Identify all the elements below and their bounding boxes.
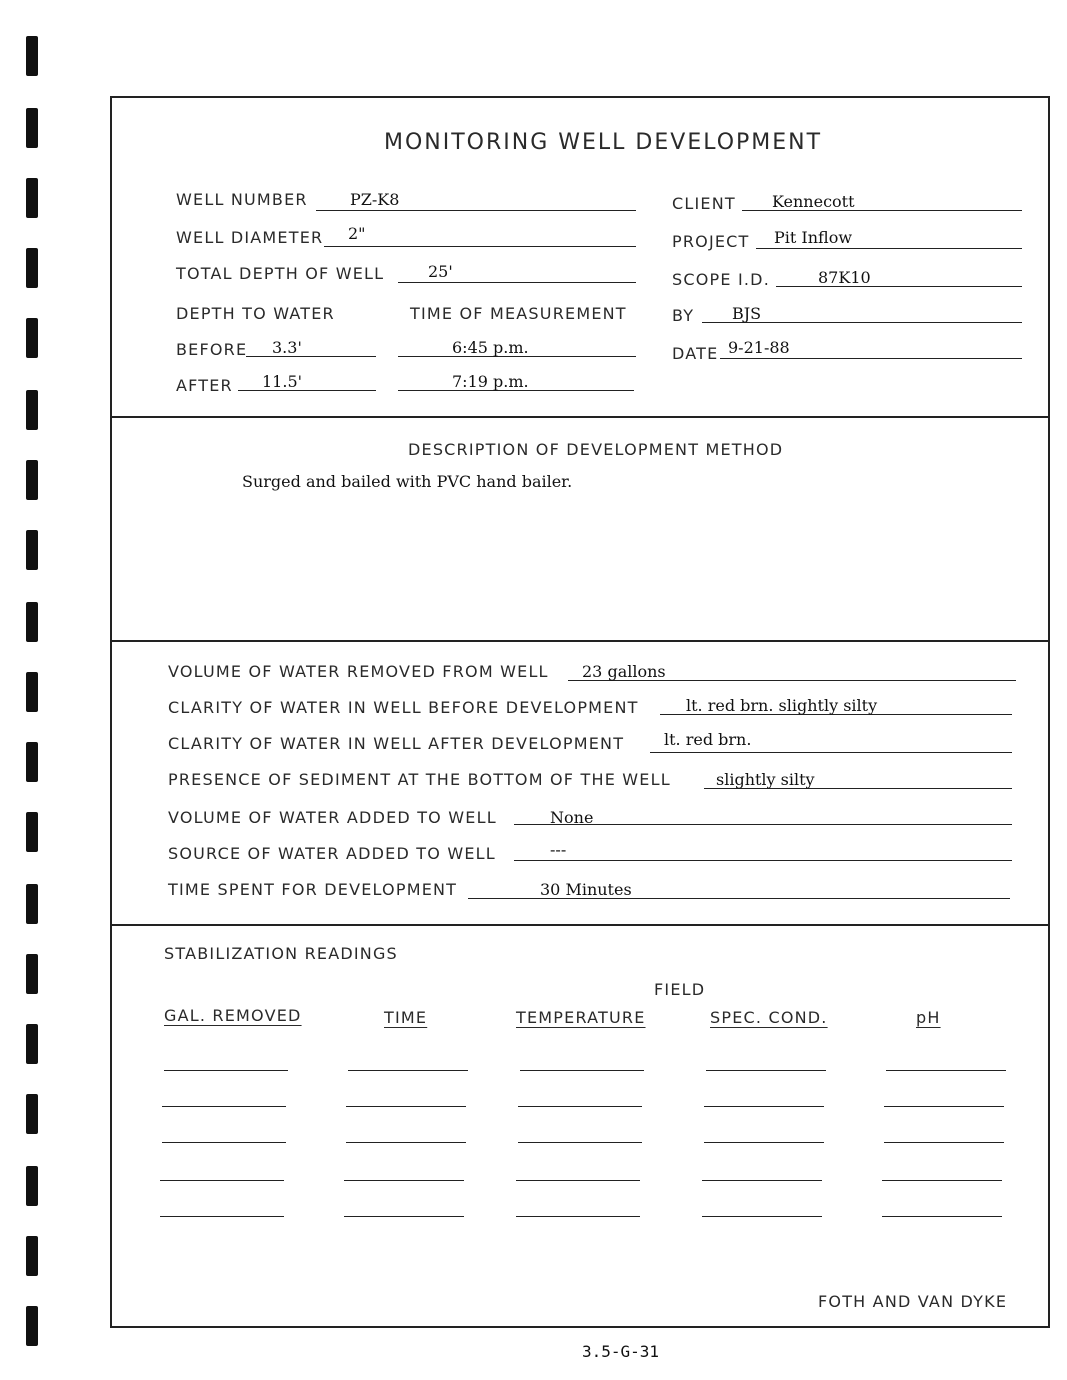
scope-id-label: SCOPE I.D. — [672, 270, 770, 289]
punch-hole — [26, 884, 38, 924]
reading-blank — [704, 1106, 824, 1107]
col-time: TIME — [384, 1008, 428, 1027]
time-spent-value: 30 Minutes — [540, 880, 632, 899]
reading-blank — [346, 1142, 466, 1143]
punch-hole — [26, 1236, 38, 1276]
reading-blank — [164, 1070, 288, 1071]
time-of-measurement-label: TIME OF MEASUREMENT — [410, 304, 627, 323]
after-label: AFTER — [176, 376, 233, 395]
section-divider — [112, 640, 1048, 642]
punch-hole — [26, 1306, 38, 1346]
punch-hole — [26, 672, 38, 712]
depth-to-water-label: DEPTH TO WATER — [176, 304, 335, 323]
reading-blank — [706, 1070, 826, 1071]
project-line — [756, 248, 1022, 249]
clarity-after-label: CLARITY OF WATER IN WELL AFTER DEVELOPMENT — [168, 734, 625, 753]
punch-hole — [26, 178, 38, 218]
reading-blank — [702, 1180, 822, 1181]
stabilization-heading: STABILIZATION READINGS — [164, 944, 398, 963]
well-number-label: WELL NUMBER — [176, 190, 308, 209]
reading-blank — [516, 1216, 640, 1217]
punch-hole — [26, 460, 38, 500]
reading-blank — [518, 1142, 642, 1143]
punch-hole — [26, 36, 38, 76]
col-temperature: TEMPERATURE — [516, 1008, 646, 1027]
section-divider — [112, 416, 1048, 418]
punch-hole — [26, 108, 38, 148]
total-depth-value: 25' — [428, 262, 453, 281]
reading-blank — [884, 1142, 1004, 1143]
punch-hole — [26, 248, 38, 288]
date-value: 9-21-88 — [728, 338, 790, 357]
field-label: FIELD — [654, 980, 706, 999]
time-spent-label: TIME SPENT FOR DEVELOPMENT — [168, 880, 458, 899]
well-diameter-value: 2" — [348, 224, 366, 243]
form-frame — [110, 96, 1050, 1328]
sediment-value: slightly silty — [716, 770, 815, 789]
before-depth-value: 3.3' — [272, 338, 302, 357]
source-added-label: SOURCE OF WATER ADDED TO WELL — [168, 844, 496, 863]
page-code: 3.5-G-31 — [582, 1342, 660, 1361]
reading-blank — [886, 1070, 1006, 1071]
before-time-value: 6:45 p.m. — [452, 338, 529, 357]
date-line — [720, 358, 1022, 359]
punch-hole — [26, 318, 38, 358]
date-label: DATE — [672, 344, 719, 363]
reading-blank — [518, 1106, 642, 1107]
clarity-after-line — [650, 752, 1012, 753]
reading-blank — [884, 1106, 1004, 1107]
well-diameter-line — [324, 246, 636, 247]
by-value: BJS — [732, 304, 762, 323]
before-label: BEFORE — [176, 340, 248, 359]
client-value: Kennecott — [772, 192, 855, 211]
reading-blank — [520, 1070, 644, 1071]
source-added-value: --- — [550, 840, 567, 859]
reading-blank — [160, 1180, 284, 1181]
reading-blank — [344, 1180, 464, 1181]
reading-blank — [348, 1070, 468, 1071]
punch-hole — [26, 602, 38, 642]
well-number-line — [316, 210, 636, 211]
reading-blank — [344, 1216, 464, 1217]
reading-blank — [162, 1106, 286, 1107]
sediment-label: PRESENCE OF SEDIMENT AT THE BOTTOM OF THE WELL — [168, 770, 671, 789]
reading-blank — [162, 1142, 286, 1143]
description-text: Surged and bailed with PVC hand bailer. — [242, 472, 573, 491]
punch-hole — [26, 530, 38, 570]
description-heading: DESCRIPTION OF DEVELOPMENT METHOD — [408, 440, 784, 459]
col-ph: pH — [916, 1008, 941, 1027]
total-depth-label: TOTAL DEPTH OF WELL — [176, 264, 385, 283]
well-diameter-label: WELL DIAMETER — [176, 228, 324, 247]
reading-blank — [704, 1142, 824, 1143]
by-label: BY — [672, 306, 695, 325]
after-depth-value: 11.5' — [262, 372, 303, 391]
reading-blank — [160, 1216, 284, 1217]
clarity-after-value: lt. red brn. — [664, 730, 752, 749]
volume-removed-label: VOLUME OF WATER REMOVED FROM WELL — [168, 662, 549, 681]
form-title: MONITORING WELL DEVELOPMENT — [384, 130, 823, 155]
scope-id-value: 87K10 — [818, 268, 871, 287]
source-added-line — [514, 860, 1012, 861]
scope-id-line — [776, 286, 1022, 287]
reading-blank — [346, 1106, 466, 1107]
total-depth-line — [398, 282, 636, 283]
punch-hole — [26, 954, 38, 994]
col-spec-cond: SPEC. COND. — [710, 1008, 828, 1027]
client-label: CLIENT — [672, 194, 736, 213]
well-number-value: PZ-K8 — [350, 190, 400, 209]
col-gal-removed: GAL. REMOVED — [164, 1006, 302, 1025]
clarity-before-label: CLARITY OF WATER IN WELL BEFORE DEVELOPMENT — [168, 698, 639, 717]
punch-hole — [26, 1166, 38, 1206]
volume-added-value: None — [550, 808, 594, 827]
reading-blank — [882, 1216, 1002, 1217]
section-divider — [112, 924, 1048, 926]
punch-hole — [26, 390, 38, 430]
clarity-before-value: lt. red brn. slightly silty — [686, 696, 878, 715]
reading-blank — [516, 1180, 640, 1181]
punch-hole — [26, 812, 38, 852]
reading-blank — [702, 1216, 822, 1217]
volume-removed-value: 23 gallons — [582, 662, 666, 681]
company-name: FOTH AND VAN DYKE — [818, 1292, 1008, 1311]
reading-blank — [882, 1180, 1002, 1181]
after-depth-line — [238, 390, 376, 391]
project-label: PROJECT — [672, 232, 750, 251]
before-depth-line — [246, 356, 376, 357]
volume-added-label: VOLUME OF WATER ADDED TO WELL — [168, 808, 497, 827]
punch-hole — [26, 1094, 38, 1134]
punch-hole — [26, 742, 38, 782]
after-time-value: 7:19 p.m. — [452, 372, 529, 391]
punch-hole — [26, 1024, 38, 1064]
project-value: Pit Inflow — [774, 228, 853, 247]
